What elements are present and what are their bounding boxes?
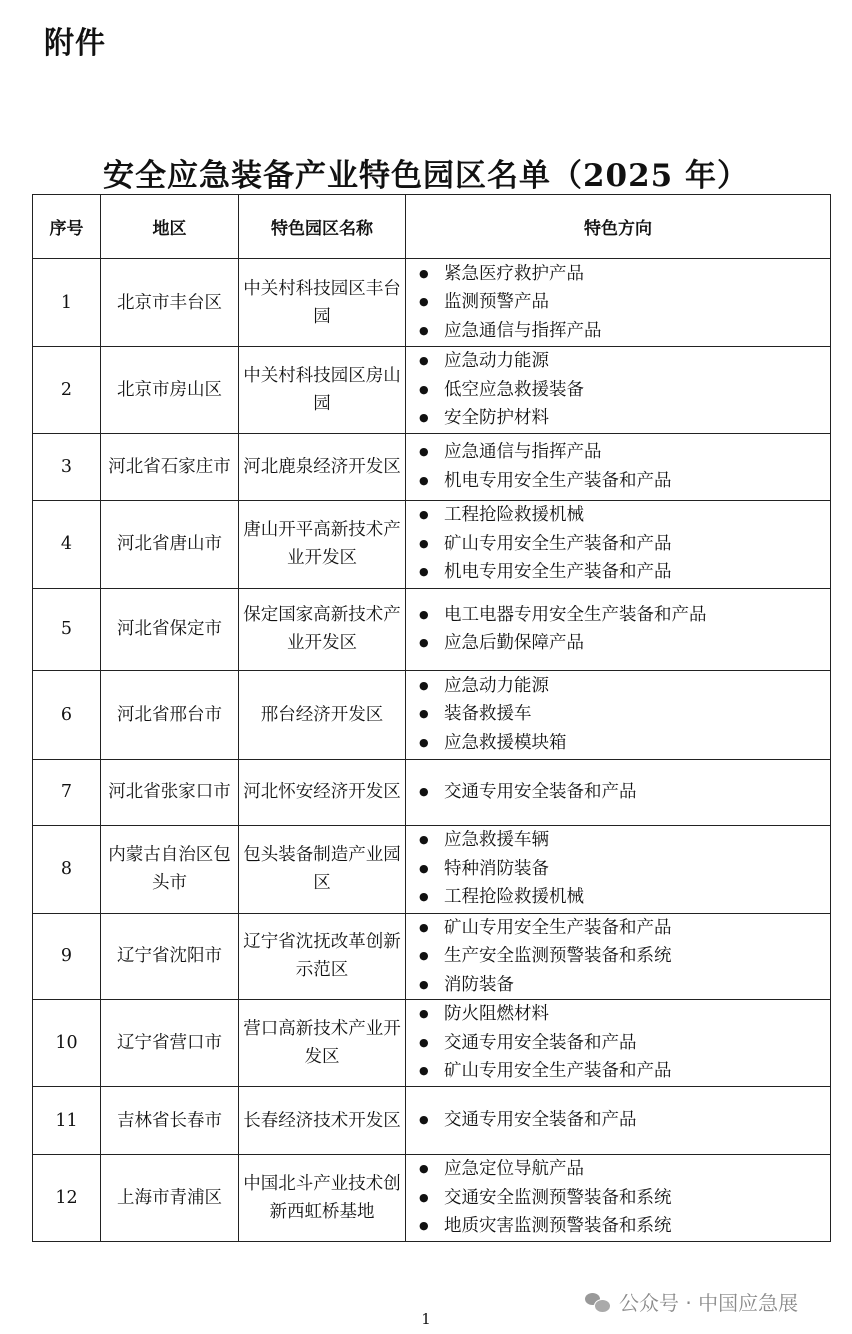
directions-list [419,438,822,495]
directions-list [419,778,822,807]
direction-item: ● 应急通信与指挥产品 [419,317,822,346]
row-index: 7 [33,759,101,825]
row-index: 3 [33,433,101,500]
direction-item: ● 矿山专用安全生产装备和产品 [419,530,822,559]
header-index: 序号 [33,195,101,259]
row-region: 河北省张家口市 [101,759,239,825]
direction-item: ● 应急定位导航产品 [419,1155,822,1184]
direction-item: ● 工程抢险救援机械 [419,883,822,912]
document-title: 安全应急装备产业特色园区名单（2025 年） [102,158,750,194]
direction-item: ● 交通专用安全装备和产品 [419,778,822,807]
directions-list [419,826,822,912]
direction-item: ● 应急动力能源 [419,672,822,701]
row-region: 内蒙古自治区包头市 [101,825,239,913]
direction-item: ● 装备救援车 [419,700,822,729]
table-header-row [33,195,831,259]
direction-item: ● 监测预警产品 [419,288,822,317]
row-directions [406,1087,831,1155]
table-row [33,1087,831,1155]
row-region: 北京市房山区 [101,347,239,434]
table-row [33,759,831,825]
row-directions [406,759,831,825]
row-region: 上海市青浦区 [101,1155,239,1242]
direction-item: ● 应急后勤保障产品 [419,629,822,658]
directions-list [419,1000,822,1086]
parks-table [32,194,831,1242]
row-index: 9 [33,913,101,1000]
row-park-name: 长春经济技术开发区 [239,1087,406,1155]
direction-item: ● 应急通信与指挥产品 [419,438,822,467]
attachment-label: 附件 [44,26,106,61]
row-park-name: 河北怀安经济开发区 [239,759,406,825]
table-row [33,433,831,500]
direction-item: ● 安全防护材料 [419,404,822,433]
row-index: 12 [33,1155,101,1242]
direction-item: ● 低空应急救援装备 [419,376,822,405]
row-park-name: 营口高新技术产业开发区 [239,1000,406,1087]
table-row [33,670,831,759]
row-index: 2 [33,347,101,434]
direction-item: ● 消防装备 [419,971,822,1000]
row-park-name: 保定国家高新技术产业开发区 [239,588,406,670]
row-directions [406,1000,831,1087]
direction-item: ● 交通安全监测预警装备和系统 [419,1184,822,1213]
row-region: 辽宁省沈阳市 [101,913,239,1000]
row-park-name: 中关村科技园区丰台园 [239,259,406,347]
table-row [33,825,831,913]
table-row [33,347,831,434]
row-park-name: 包头装备制造产业园区 [239,825,406,913]
row-region: 河北省邢台市 [101,670,239,759]
row-index: 6 [33,670,101,759]
row-directions [406,670,831,759]
table-row [33,1155,831,1242]
direction-item: ● 电工电器专用安全生产装备和产品 [419,601,822,630]
row-index: 11 [33,1087,101,1155]
row-region: 河北省保定市 [101,588,239,670]
row-region: 吉林省长春市 [101,1087,239,1155]
direction-item: ● 应急动力能源 [419,347,822,376]
row-index: 1 [33,259,101,347]
directions-list [419,1155,822,1241]
watermark-text: 公众号 · 中国应急展 [619,1291,799,1315]
table-row [33,1000,831,1087]
row-directions [406,433,831,500]
directions-list [419,347,822,433]
row-park-name: 辽宁省沈抚改革创新示范区 [239,913,406,1000]
row-directions [406,347,831,434]
directions-list [419,672,822,758]
direction-item: ● 紧急医疗救护产品 [419,260,822,289]
table-row [33,913,831,1000]
page-number: 1 [421,1310,431,1328]
direction-item: ● 生产安全监测预警装备和系统 [419,942,822,971]
row-park-name: 中国北斗产业技术创新西虹桥基地 [239,1155,406,1242]
row-directions [406,913,831,1000]
row-index: 10 [33,1000,101,1087]
row-directions [406,259,831,347]
row-index: 4 [33,500,101,588]
directions-list [419,501,822,587]
row-index: 5 [33,588,101,670]
direction-item: ● 机电专用安全生产装备和产品 [419,558,822,587]
direction-item: ● 交通专用安全装备和产品 [419,1106,822,1135]
row-index: 8 [33,825,101,913]
direction-item: ● 矿山专用安全生产装备和产品 [419,914,822,943]
row-park-name: 唐山开平高新技术产业开发区 [239,500,406,588]
directions-list [419,1106,822,1135]
row-region: 河北省石家庄市 [101,433,239,500]
direction-item: ● 特种消防装备 [419,855,822,884]
direction-item: ● 交通专用安全装备和产品 [419,1029,822,1058]
header-directions: 特色方向 [406,195,831,259]
direction-item: ● 地质灾害监测预警装备和系统 [419,1212,822,1241]
row-region: 河北省唐山市 [101,500,239,588]
row-directions [406,825,831,913]
direction-item: ● 机电专用安全生产装备和产品 [419,467,822,496]
table-row [33,259,831,347]
header-park: 特色园区名称 [239,195,406,259]
table-row [33,500,831,588]
row-directions [406,1155,831,1242]
table-row [33,588,831,670]
directions-list [419,914,822,1000]
table-body [33,259,831,1242]
direction-item: ● 应急救援模块箱 [419,729,822,758]
row-region: 北京市丰台区 [101,259,239,347]
row-region: 辽宁省营口市 [101,1000,239,1087]
row-park-name: 中关村科技园区房山园 [239,347,406,434]
row-park-name: 河北鹿泉经济开发区 [239,433,406,500]
row-directions [406,500,831,588]
row-park-name: 邢台经济开发区 [239,670,406,759]
directions-list [419,260,822,346]
header-region: 地区 [101,195,239,259]
direction-item: ● 工程抢险救援机械 [419,501,822,530]
direction-item: ● 防火阻燃材料 [419,1000,822,1029]
directions-list [419,601,822,658]
row-directions [406,588,831,670]
direction-item: ● 应急救援车辆 [419,826,822,855]
direction-item: ● 矿山专用安全生产装备和产品 [419,1057,822,1086]
